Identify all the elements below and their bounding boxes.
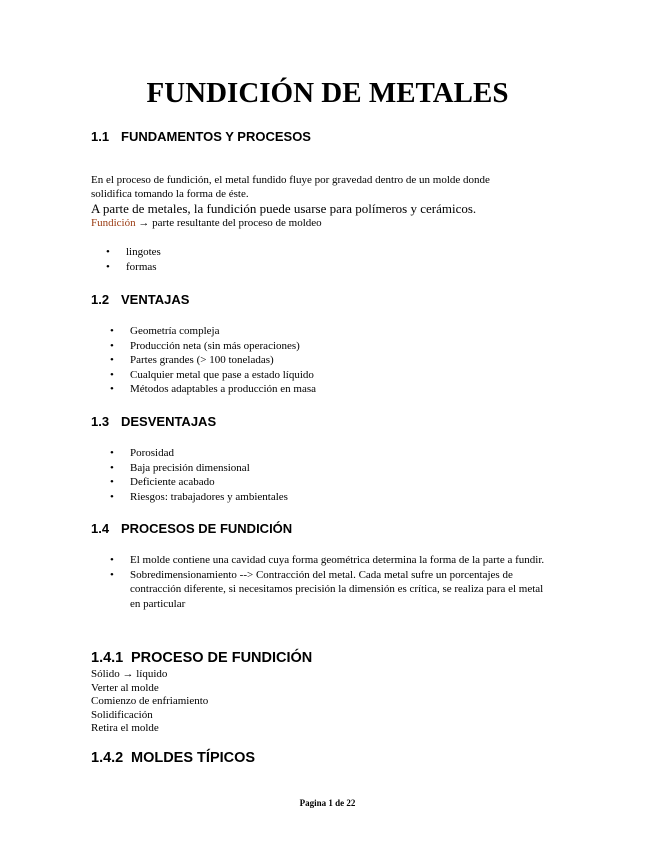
list-item: • Métodos adaptables a producción en masa xyxy=(110,382,316,397)
intro-paragraph xyxy=(91,174,551,231)
heading-ventajas xyxy=(91,292,189,308)
section-number: 1.3 xyxy=(91,414,110,429)
heading-procesos xyxy=(91,521,292,537)
section-title: FUNDAMENTOS Y PROCESOS xyxy=(121,129,311,144)
list-item: • Deficiente acabado xyxy=(110,475,288,490)
list-item: • Cualquier metal que pase a estado líquido xyxy=(110,368,316,383)
list-item: • Sobredimensionamiento --> Contracción del metal. Cada metal sufre un porcentajes de contracción diferente, si necesitamos precisión la dimensión es crítica, se realiza para el metal en particular xyxy=(110,568,550,612)
section-number: 1.4 xyxy=(91,521,110,536)
proceso-steps xyxy=(91,668,208,736)
intro-line: solidifica tomando la forma de éste. xyxy=(91,187,249,200)
step-line: Verter al molde xyxy=(91,681,159,694)
section-number: 1.1 xyxy=(91,129,110,144)
list-item: • lingotes xyxy=(106,245,161,260)
section-title: MOLDES TÍPICOS xyxy=(131,750,256,766)
section-number: 1.4.1 xyxy=(91,650,124,666)
ventajas-list xyxy=(110,324,316,397)
list-item: • El molde contiene una cavidad cuya forma geométrica determina la forma de la parte a fundir. xyxy=(110,553,550,568)
heading-proceso-fundicion xyxy=(91,649,312,667)
step-line: Solidificación xyxy=(91,708,153,721)
list-item: • Geometría compleja xyxy=(110,324,316,339)
intro-line: En el proceso de fundición, el metal fundido fluye por gravedad dentro de un molde donde xyxy=(91,174,490,186)
procesos-list xyxy=(110,553,550,611)
section-title: PROCESO DE FUNDICIÓN xyxy=(131,650,313,666)
definition-line xyxy=(91,217,551,231)
list-item: • formas xyxy=(106,260,161,275)
list-item: • Partes grandes (> 100 toneladas) xyxy=(110,353,316,368)
page-footer: Pagina 1 de 22 xyxy=(299,798,356,808)
step-line: Retira el molde xyxy=(91,722,159,734)
list-item: • Porosidad xyxy=(110,446,288,461)
section-number: 1.2 xyxy=(91,292,110,307)
desventajas-list xyxy=(110,446,288,504)
document-title: FUNDICIÓN DE METALES xyxy=(146,77,509,109)
intro-line: A parte de metales, la fundición puede usarse para polímeros y cerámicos. xyxy=(91,201,477,216)
step-line: Sólido → líquido xyxy=(91,668,168,680)
definition-term: Fundición xyxy=(91,217,136,229)
section-title: DESVENTAJAS xyxy=(121,414,217,429)
step-line: Comienzo de enfriamiento xyxy=(91,695,209,707)
heading-moldes-tipicos xyxy=(91,749,255,767)
section-number: 1.4.2 xyxy=(91,750,124,766)
list-item: • Riesgos: trabajadores y ambientales xyxy=(110,490,288,505)
list-item: • Producción neta (sin más operaciones) xyxy=(110,339,316,354)
section-title: PROCESOS DE FUNDICIÓN xyxy=(121,521,293,536)
list-item: • Baja precisión dimensional xyxy=(110,461,288,476)
heading-fundamentos xyxy=(91,129,311,145)
definition-text: → parte resultante del proceso de moldeo xyxy=(135,217,322,229)
fundicion-list xyxy=(106,245,161,274)
heading-desventajas xyxy=(91,414,216,430)
section-title: VENTAJAS xyxy=(121,292,190,307)
